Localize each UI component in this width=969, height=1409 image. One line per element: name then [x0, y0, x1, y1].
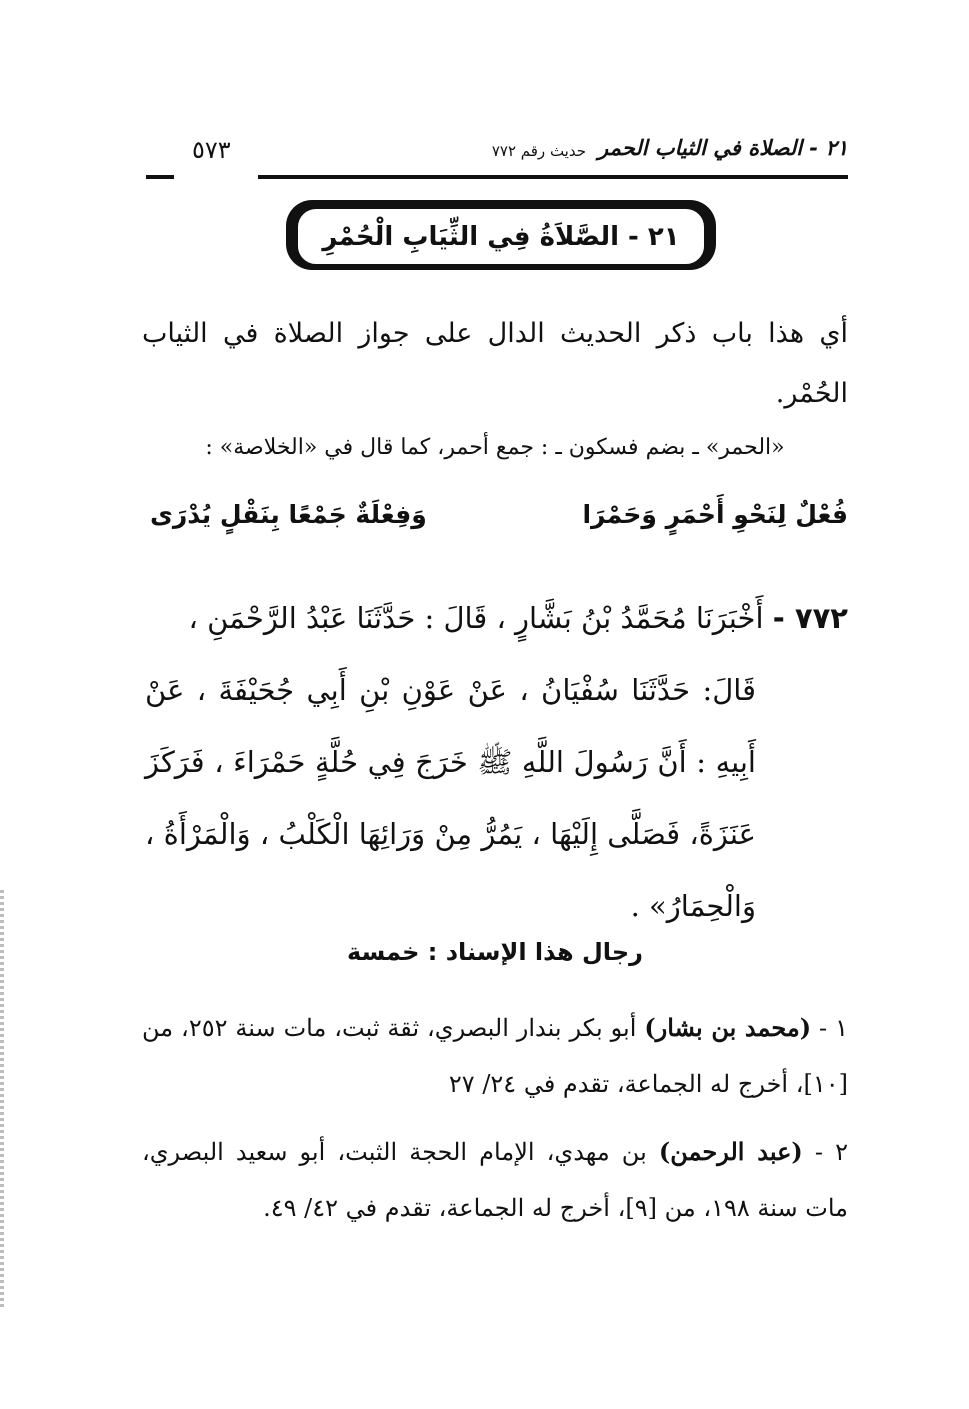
running-hadith-ref: حديث رقم ٧٧٢: [491, 142, 586, 160]
intro-paragraph: أي هذا باب ذكر الحديث الدال على جواز الصلاة في الثياب الحُمْر.: [142, 318, 848, 409]
hadith-text: [145, 582, 848, 942]
hadith-first-line: أَخْبَرَنَا مُحَمَّدُ بْنُ بَشَّارٍ ، قَالَ : حَدَّثَنَا عَبْدُ الرَّحْمَنِ ،: [188, 601, 764, 635]
narrator-details: أبو بكر بندار البصري، ثقة ثبت، مات سنة ٢٥٢، من [١٠]، أخرج له الجماعة، تقدم في ٢٤/ ٢٧: [142, 1014, 848, 1098]
definition-line: «الحمر» ـ بضم فسكون ـ : جمع أحمر، كما قال في «الخلاصة» :: [205, 435, 785, 460]
narrators-heading: رجال هذا الإسناد : خمسة: [347, 938, 643, 966]
narrator-entry: [142, 1124, 848, 1236]
poetry-verse: [150, 500, 848, 550]
title-frame-inner: [296, 207, 706, 266]
verse-second-hemistich: وَفِعْلَةٌ جَمْعًا بِنَقْلٍ يُدْرَى: [150, 500, 427, 529]
page-number: ٥٧٣: [192, 136, 231, 164]
hadith-number: ٧٧٢ -: [772, 601, 848, 635]
narrator-name: (عبد الرحمن): [658, 1137, 803, 1166]
scan-edge-marks: [0, 890, 4, 1310]
running-header: [140, 136, 848, 166]
narrator-details: بن مهدي، الإمام الحجة الثبت، أبو سعيد البصري، مات سنة ١٩٨، من [٩]، أخرج له الجماعة، تقدم في ٤٢/ ٤٩.: [142, 1138, 848, 1222]
header-rule-left: [146, 175, 174, 179]
chapter-title: ٢١ - الصَّلاَةُ فِي الثِّيَابِ الْحُمْرِ: [322, 221, 680, 252]
narrator-index: ٢ -: [814, 1138, 848, 1166]
narrator-name: (محمد بن بشار): [644, 1013, 812, 1042]
chapter-title-frame: [286, 200, 716, 270]
narrator-index: ١ -: [819, 1014, 848, 1042]
header-rule-right: [258, 175, 848, 179]
hadith-continuation: قَالَ: حَدَّثَنَا سُفْيَانُ ، عَنْ عَوْنِ بْنِ أَبِي جُحَيْفَةَ ، عَنْ أَبِيهِ : أَنَّ رَسُولَ اللَّهِ ﷺ خَرَجَ فِي حُلَّةٍ حَمْرَاءَ ، فَرَكَزَ عَنَزَةً، فَصَلَّى إِلَيْهَا ، يَمُرُّ مِنْ وَرَائِهَا الْكَلْبُ ، وَالْمَرْأَةُ ، وَالْحِمَارُ» .: [145, 673, 756, 923]
running-title: ٢١ - الصلاة في الثياب الحمر: [598, 136, 848, 160]
narrator-entry: [142, 1000, 848, 1112]
verse-first-hemistich: فُعْلٌ لِنَحْوِ أَحْمَرٍ وَحَمْرَا: [582, 500, 848, 529]
